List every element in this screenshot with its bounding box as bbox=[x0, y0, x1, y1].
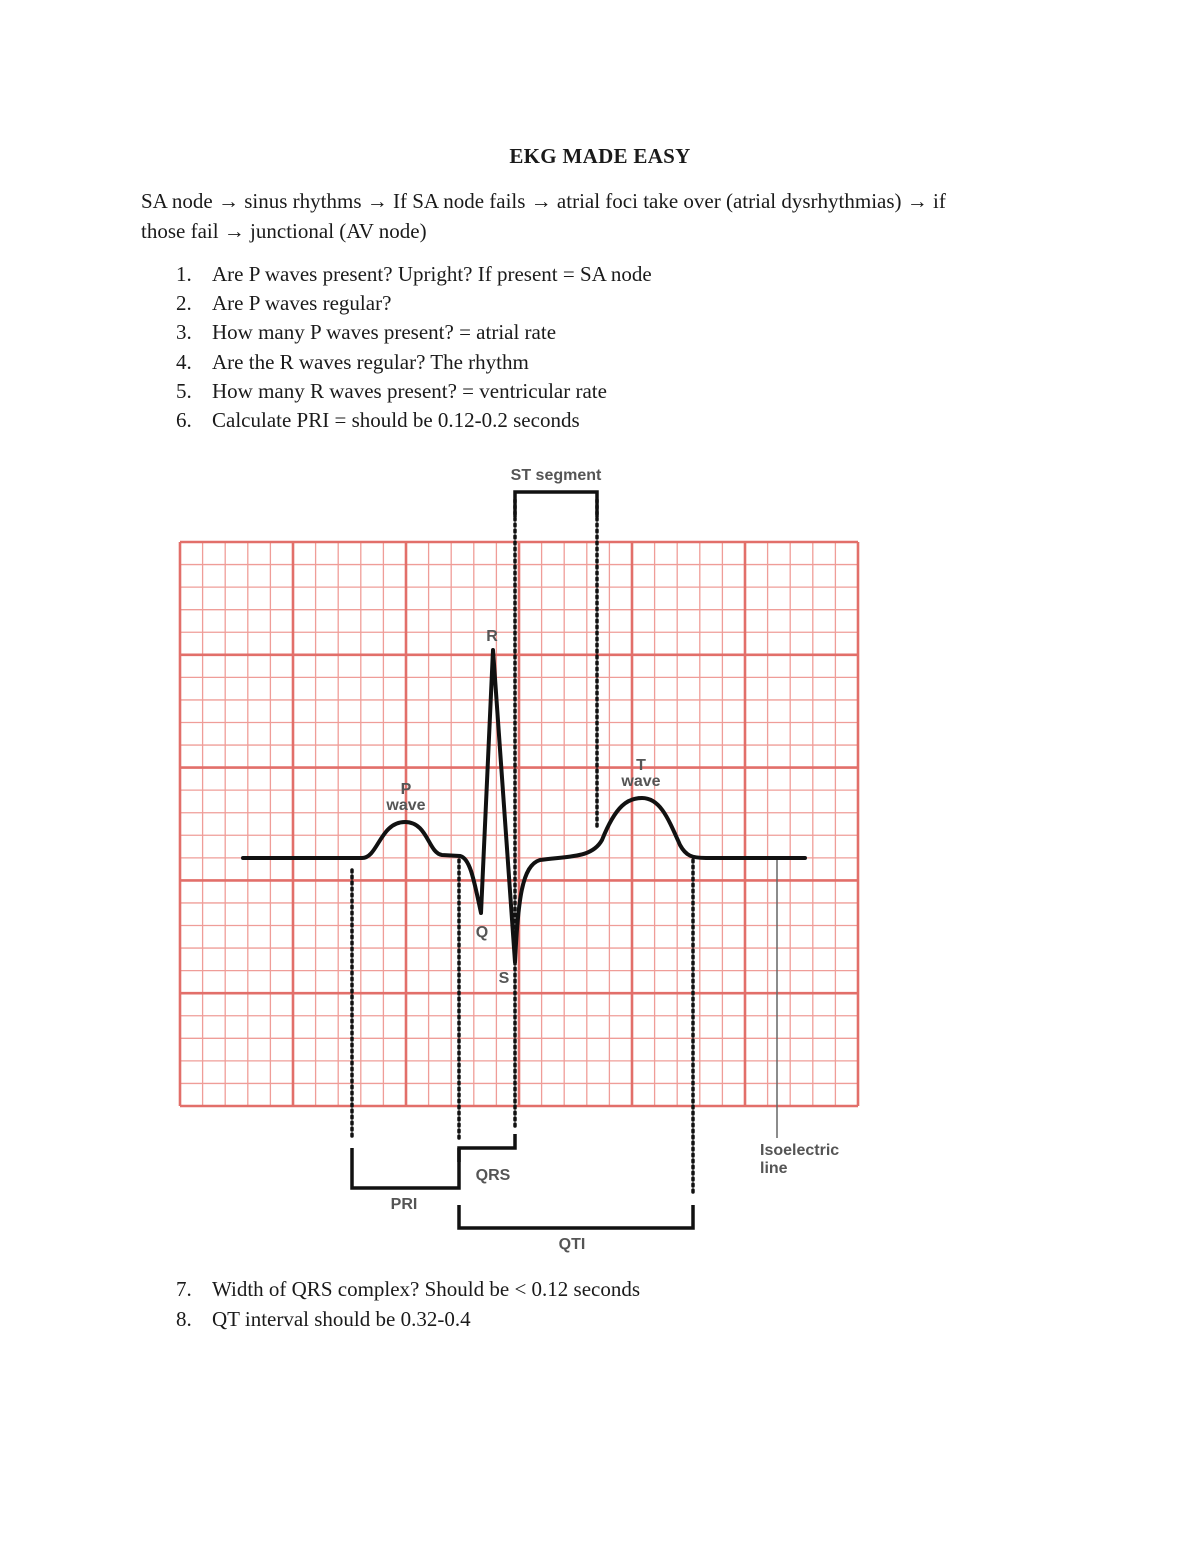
dotted-markers bbox=[352, 500, 693, 1195]
list-text: Are the R waves regular? The rhythm bbox=[212, 349, 529, 374]
question-list-bottom bbox=[141, 1274, 640, 1334]
list-text: How many R waves present? = ventricular rate bbox=[212, 378, 607, 403]
list-text: How many P waves present? = atrial rate bbox=[212, 320, 557, 345]
list-item bbox=[141, 1304, 640, 1334]
list-number: 3. bbox=[176, 320, 192, 345]
list-number: 6. bbox=[176, 407, 192, 432]
list-text: Are P waves present? Upright? If present = SA node bbox=[212, 262, 652, 286]
label-isoelectric-1: Isoelectric bbox=[760, 1142, 840, 1159]
list-number: 4. bbox=[176, 349, 192, 374]
label-t-wave-1: T bbox=[636, 757, 646, 774]
pri-bracket bbox=[352, 1148, 459, 1188]
list-text: Calculate PRI = should be 0.12-0.2 seconds bbox=[212, 407, 580, 432]
st-segment-bracket bbox=[515, 492, 597, 517]
label-st-segment: ST segment bbox=[510, 467, 602, 484]
qrs-bracket bbox=[459, 1134, 515, 1162]
qti-bracket bbox=[459, 1205, 693, 1228]
list-number: 7. bbox=[176, 1277, 192, 1301]
list-text: QT interval should be 0.32-0.4 bbox=[212, 1307, 471, 1331]
page-title: EKG MADE EASY bbox=[509, 144, 691, 168]
list-number: 8. bbox=[176, 1307, 192, 1331]
list-text: Are P waves regular? bbox=[212, 291, 392, 316]
intro-line-2: those fail → junctional (AV node) bbox=[141, 219, 427, 243]
label-t-wave-2: wave bbox=[621, 773, 661, 790]
list-number: 2. bbox=[176, 291, 192, 316]
list-number: 5. bbox=[176, 378, 192, 403]
label-r: R bbox=[486, 628, 498, 645]
label-qrs: QRS bbox=[475, 1167, 511, 1184]
list-number: 1. bbox=[176, 262, 192, 286]
list-item bbox=[141, 1274, 640, 1304]
ekg-grid-paper bbox=[180, 542, 858, 1106]
label-s: S bbox=[498, 970, 510, 987]
ekg-trace bbox=[243, 650, 805, 962]
label-q: Q bbox=[475, 924, 489, 941]
list-text: Width of QRS complex? Should be < 0.12 seconds bbox=[212, 1277, 641, 1301]
intro-line-1: SA node → sinus rhythms → If SA node fails → atrial foci take over (atrial dysrhythmias) → if bbox=[141, 189, 946, 213]
label-pri: PRI bbox=[390, 1196, 418, 1213]
label-p-wave-1: P bbox=[400, 781, 412, 798]
label-p-wave-2: wave bbox=[386, 797, 426, 814]
label-qti: QTI bbox=[558, 1236, 586, 1253]
label-isoelectric-2: line bbox=[760, 1160, 788, 1177]
